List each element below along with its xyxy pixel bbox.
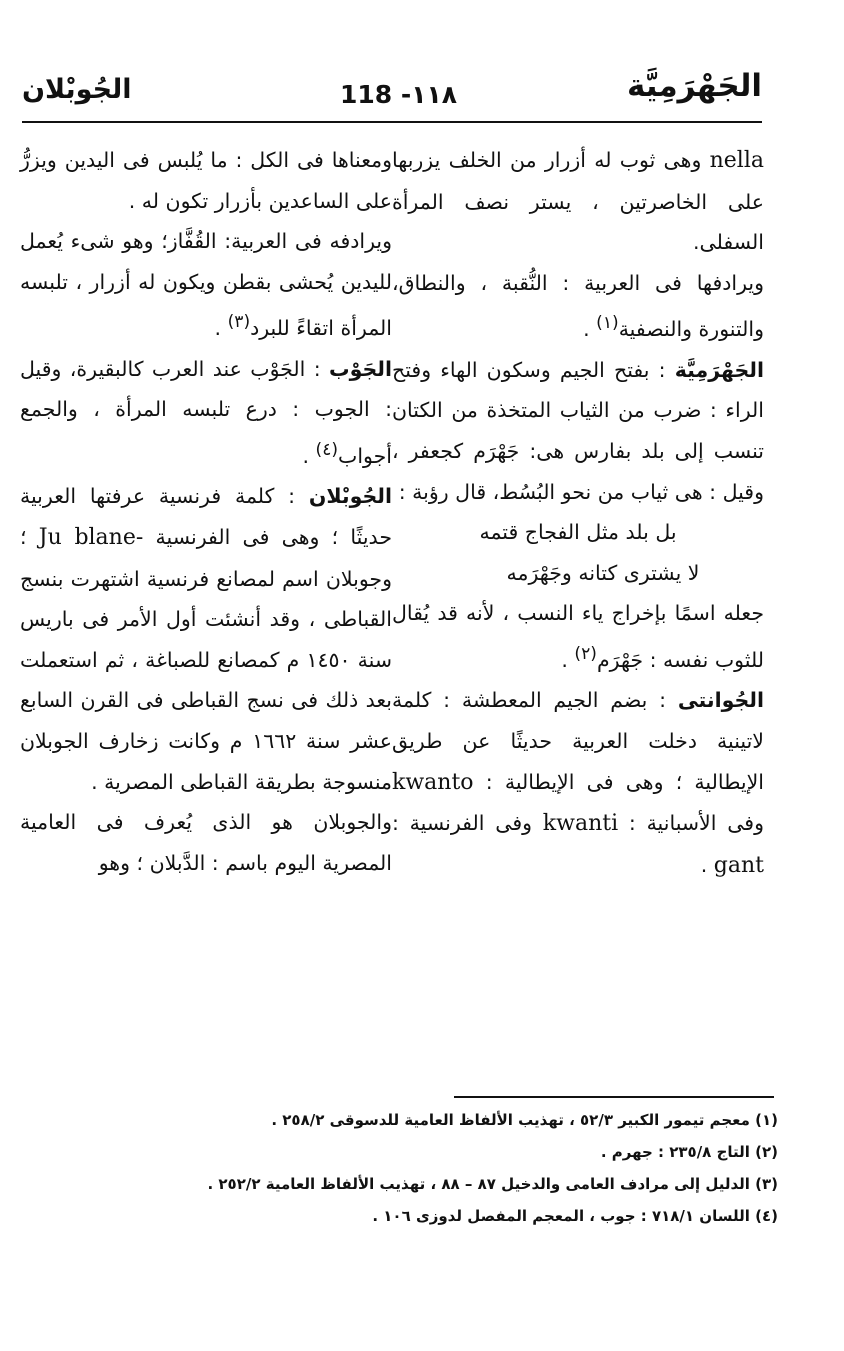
header-last-entry: الجُوبْلان xyxy=(22,74,132,105)
entry-juwanti: الجُوانتى : بضم الجيم المعطشة : كلمة لاتينية دخلت العربية حديثًا عن طريق الإيطالية ؛ وهى فى الإيطالية : kwanto وفى الأسبانية : kwanti وفى الفرنسية : gant . xyxy=(392,688,764,878)
paragraph-synonyms: ويرادفها فى العربية : النُّقبة ، والنطاق، والتنورة والنصفية$^{(١)}$ . xyxy=(392,270,764,342)
poem-verse-1: بل بلد مثل الفجاج قتمه xyxy=(479,520,677,545)
footnote-2: (٢) التاج ٢٣٥/٨ : جهرم . xyxy=(600,1143,778,1161)
header-first-entry: الجَهْرَمِيَّة xyxy=(626,68,762,104)
right-column xyxy=(392,140,764,886)
page-number: 118 -١١٨ xyxy=(340,80,458,109)
paragraph-jahram: جعله اسمًا بإخراج ياء النسب ، لأنه قد يُقال للثوب نفسه : جَهْرَم$^{(٢)}$ . xyxy=(392,601,764,672)
entry-jubilan: الجُوبْلان : كلمة فرنسية عرفتها العربية حديثًا ؛ وهى فى الفرنسية -Ju blane ؛ وجوبلان اسم لمصانع فرنسية اشتهرت بنسج القباطى ، وقد أنشئت أول الأمر فى باريس سنة ١٤٥٠ م كمصانع للصباغة ، ثم استعملت بعد ذلك فى نسج القباطى فى القرن السابع عشر سنة ١٦٦٢ م وكانت زخارف الجوبلان منسوجة بطريقة القباطى المصرية . xyxy=(20,484,392,794)
footnote-rule xyxy=(454,1096,774,1098)
latin-word: kwanti xyxy=(542,811,619,837)
latin-word: kwanto xyxy=(392,769,474,795)
paragraph-dablan: والجوبلان هو الذى يُعرف فى العامية المصرية اليوم باسم : الدَّبلان ؛ وهو xyxy=(20,810,392,875)
page-header xyxy=(22,68,762,120)
footnote-4: (٤) اللسان ٧١٨/١ : جوب ، المعجم المفصل لدوزى ١٠٦ . xyxy=(372,1207,778,1225)
paragraph-nella: nella وهى ثوب له أزرار من الخلف يزربها على الخاصرتين ، يستر نصف المرأة السفلى. xyxy=(392,148,764,255)
entry-term: الجُوانتى xyxy=(677,688,764,713)
latin-word: nella xyxy=(709,148,764,173)
left-column xyxy=(20,140,392,883)
poem-verse-2: لا يشترى كتانه وجَهْرَمه xyxy=(506,560,700,585)
paragraph-quffaz: ويرادفه فى العربية: القُفَّاز؛ وهو شىء يُعمل لليدين يُحشى بقطن ويكون له أزرار ، تلبسه المرأة اتقاءً للبرد$^{(٣)}$ . xyxy=(20,229,392,341)
footnotes xyxy=(60,1104,778,1232)
entry-term: الجَهْرَمِيَّة xyxy=(674,357,764,382)
entry-term: الجَوْب xyxy=(329,356,392,381)
latin-word: -Ju blane xyxy=(38,525,144,550)
entry-jahramiyya: الجَهْرَمِيَّة : بفتح الجيم وسكون الهاء وفتح الراء : ضرب من الثياب المتخذة من الكتان تنسب إلى بلد بفارس هى: جَهْرَم كجعفر ، وقيل : هى ثياب من نحو البُسُط، قال رؤبة : xyxy=(392,357,764,504)
header-rule xyxy=(22,121,762,123)
latin-word: gant xyxy=(713,852,764,878)
footnote-3: (٣) الدليل إلى مرادف العامى والدخيل ٨٧ – ٨٨ ، تهذيب الألفاظ العامية ٢٥٢/٢ . xyxy=(207,1175,778,1193)
footnote-1: (١) معجم تيمور الكبير ٥٢/٣ ، تهذيب الألفاظ العامية للدسوقى ٢٥٨/٢ . xyxy=(271,1111,778,1129)
entry-term: الجُوبْلان xyxy=(308,484,392,509)
entry-jawb: الجَوْب : الجَوْب عند العرب كالبقيرة، وقيل : الجوب : درع تلبسه المرأة ، والجمع أجواب$^{(٤)}$ . xyxy=(20,356,392,468)
paragraph-meaning: ومعناها فى الكل : ما يُلبس فى اليدين ويزرُّ على الساعدين بأزرار تكون له . xyxy=(20,148,392,213)
